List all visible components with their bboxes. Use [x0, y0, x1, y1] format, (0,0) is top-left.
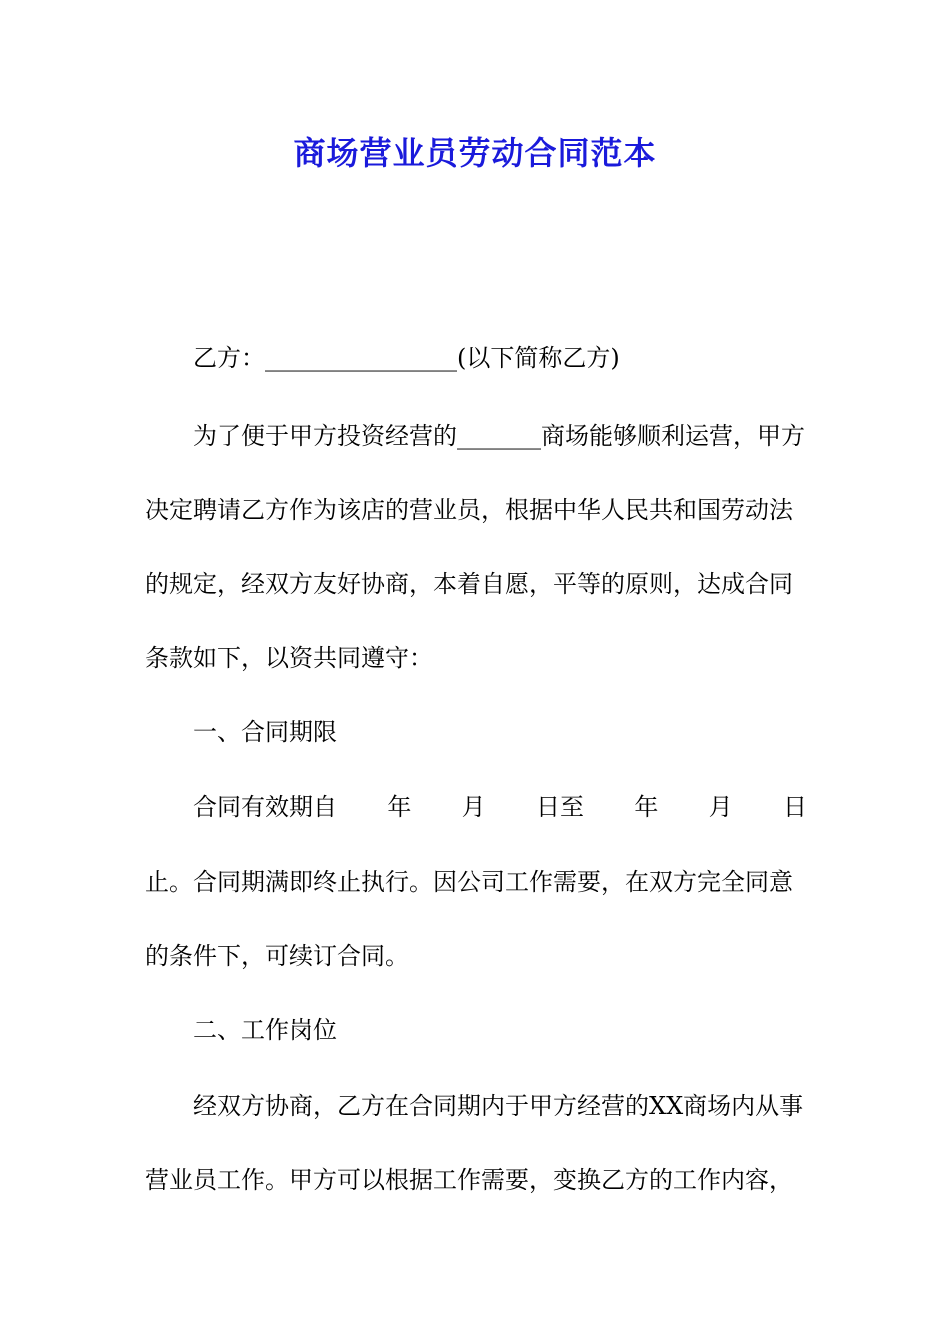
section2-line-2: 营业员工作。甲方可以根据工作需要，变换乙方的工作内容，: [145, 1166, 793, 1194]
document-title: 商场营业员劳动合同范本: [293, 134, 657, 172]
date-part-year-2: 年: [634, 793, 659, 821]
section1-heading: 一、合同期限: [193, 718, 337, 746]
contract-date-line: [145, 790, 807, 824]
date-part-day-to: 日至: [535, 793, 584, 821]
section2-line-1: 经双方协商，乙方在合同期内于甲方经营的XX商场内从事: [193, 1092, 804, 1120]
section1-line-2: 的条件下，可续订合同。: [145, 942, 409, 970]
party-b-line: 乙方：________________(以下简称乙方): [193, 344, 620, 372]
date-part-day-2: 日: [782, 793, 807, 821]
date-part-month-1: 月: [461, 793, 486, 821]
intro-line-4: 条款如下，以资共同遵守：: [145, 644, 433, 672]
date-part-year-1: 年: [387, 793, 412, 821]
intro-line-1: 为了便于甲方投资经营的_______商场能够顺利运营，甲方: [193, 422, 805, 450]
date-part-start: 合同有效期自: [193, 793, 337, 821]
section1-line-1: 止。合同期满即终止执行。因公司工作需要，在双方完全同意: [145, 868, 793, 896]
intro-line-3: 的规定，经双方友好协商，本着自愿，平等的原则，达成合同: [145, 570, 793, 598]
date-part-month-2: 月: [708, 793, 733, 821]
section2-heading: 二、工作岗位: [193, 1016, 337, 1044]
intro-line-2: 决定聘请乙方作为该店的营业员，根据中华人民共和国劳动法: [145, 496, 793, 524]
